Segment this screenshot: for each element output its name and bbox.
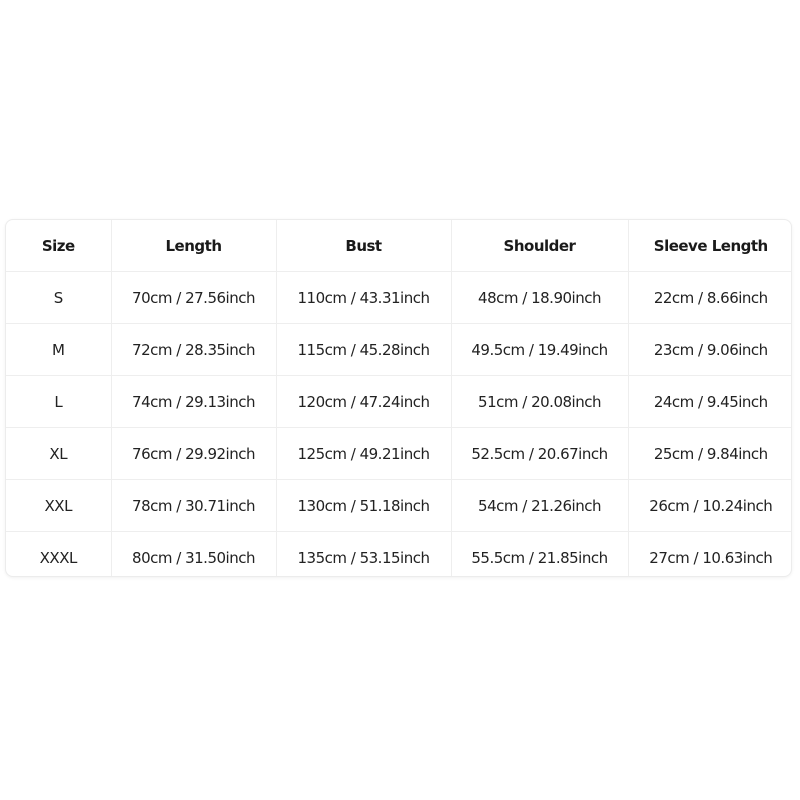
cell-shoulder: 54cm / 21.26inch (451, 480, 628, 532)
cell-bust: 135cm / 53.15inch (276, 532, 451, 578)
cell-bust: 115cm / 45.28inch (276, 324, 451, 376)
cell-length: 76cm / 29.92inch (111, 428, 276, 480)
cell-bust: 110cm / 43.31inch (276, 272, 451, 324)
size-chart-card (5, 219, 792, 577)
cell-size: XXL (6, 480, 111, 532)
size-chart-table (6, 220, 792, 577)
cell-size: L (6, 376, 111, 428)
header-sleeve-length: Sleeve Length (628, 220, 792, 272)
header-size: Size (6, 220, 111, 272)
cell-size: M (6, 324, 111, 376)
cell-sleeve-length: 27cm / 10.63inch (649, 548, 773, 567)
cell-shoulder: 48cm / 18.90inch (451, 272, 628, 324)
header-shoulder: Shoulder (451, 220, 628, 272)
table-row (6, 324, 792, 376)
cell-shoulder: 49.5cm / 19.49inch (451, 324, 628, 376)
cell-sleeve-length: 23cm / 9.06inch (628, 324, 792, 376)
cell-bust: 120cm / 47.24inch (276, 376, 451, 428)
cell-shoulder: 52.5cm / 20.67inch (451, 428, 628, 480)
header-length: Length (111, 220, 276, 272)
table-header-row (6, 220, 792, 272)
header-bust: Bust (276, 220, 451, 272)
cell-bust: 125cm / 49.21inch (276, 428, 451, 480)
cell-size: XXXL (6, 532, 111, 578)
table-row (6, 272, 792, 324)
table-row (6, 428, 792, 480)
cell-length: 70cm / 27.56inch (111, 272, 276, 324)
cell-sleeve-length: 24cm / 9.45inch (628, 376, 792, 428)
cell-shoulder: 55.5cm / 21.85inch (451, 532, 628, 578)
table-row (6, 532, 792, 578)
cell-length: 74cm / 29.13inch (111, 376, 276, 428)
table-row (6, 376, 792, 428)
cell-size: XL (6, 428, 111, 480)
cell-sleeve-length: 26cm / 10.24inch (628, 480, 792, 532)
table-row (6, 480, 792, 532)
cell-length: 72cm / 28.35inch (111, 324, 276, 376)
cell-sleeve-length: 25cm / 9.84inch (628, 428, 792, 480)
cell-shoulder: 51cm / 20.08inch (451, 376, 628, 428)
cell-size: S (6, 272, 111, 324)
cell-length: 80cm / 31.50inch (111, 532, 276, 578)
cell-length: 78cm / 30.71inch (111, 480, 276, 532)
cell-sleeve-length: 22cm / 8.66inch (628, 272, 792, 324)
cell-bust: 130cm / 51.18inch (276, 480, 451, 532)
